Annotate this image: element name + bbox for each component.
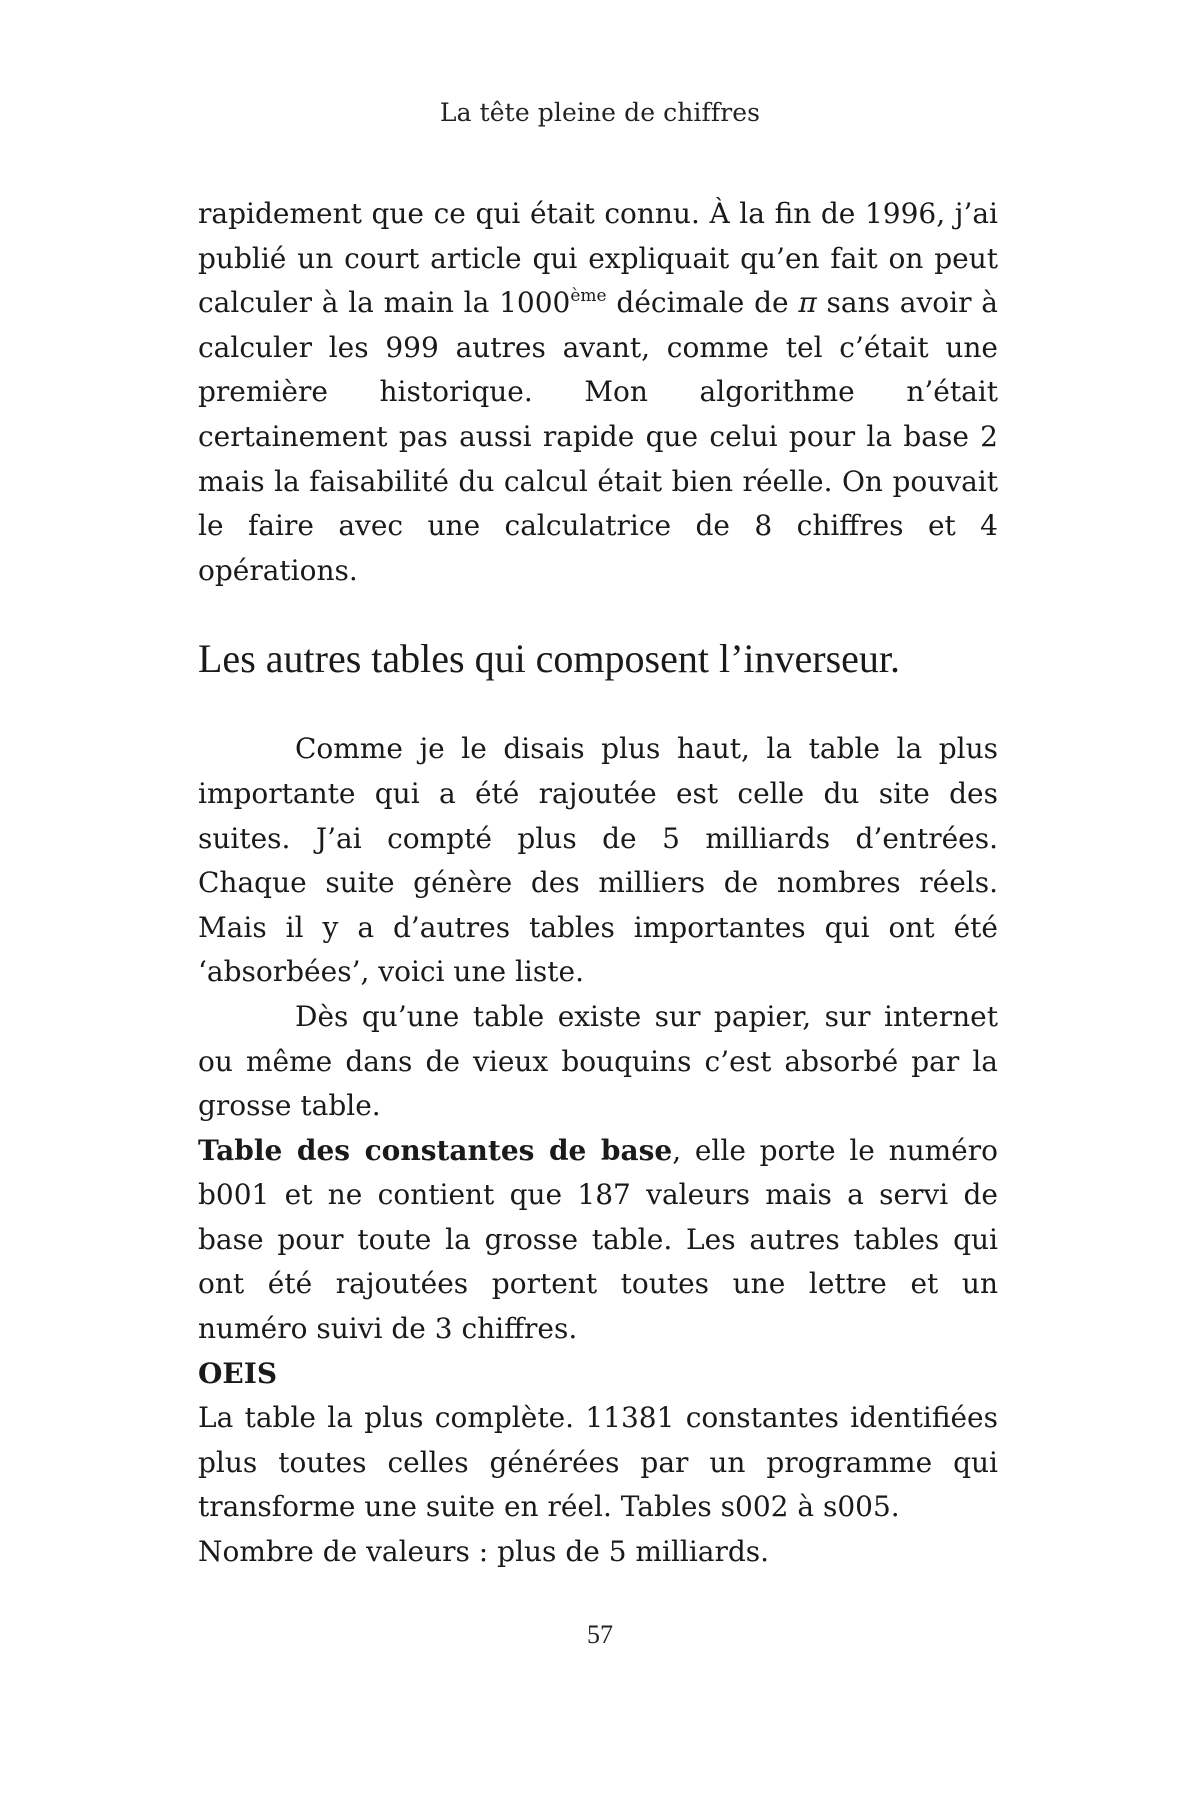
page-number: 57 xyxy=(587,1620,613,1649)
paragraph-absorbed: Dès qu’une table existe sur papier, sur internet ou même dans de vieux bouquins c’est absorbé par la grosse table. xyxy=(198,999,998,1123)
paragraph-table-base xyxy=(198,1129,998,1352)
oeis-title: OEIS xyxy=(198,1356,278,1390)
table-base-text: , elle porte le numéro b001 et ne contient que 187 valeurs mais a servi de base pour toute la grosse table. Les autres tables qui ont été rajoutées portent toutes une lettre et un numéro suivi de 3 chiffres. xyxy=(198,1133,998,1346)
intro-text-part2: décimale de xyxy=(606,286,799,320)
oeis-count: Nombre de valeurs : plus de 5 milliards. xyxy=(198,1535,770,1569)
pi-symbol: π xyxy=(798,286,817,320)
intro-text-part1: rapidement que ce qui était connu. À la fin de 1996, j’ai publié un court article qui expliquait qu’en fait on peut calculer à la main la 1000 xyxy=(198,197,998,320)
page-body xyxy=(198,192,998,1575)
table-base-title: Table des constantes de base xyxy=(198,1133,673,1167)
section-title: Les autres tables qui composent l’inverseur. xyxy=(198,636,901,682)
paragraph-tables-intro: Comme je le disais plus haut, la table la plus importante qui a été rajoutée est celle du site des suites. J’ai compté plus de 5 milliards d’entrées. Chaque suite génère des milliers de nombres réels. Mais il y a d’autres tables importantes qui ont été ‘absorbées’, voici une liste. xyxy=(198,732,998,989)
intro-superscript: ème xyxy=(570,286,607,307)
oeis-description: La table la plus complète. 11381 constantes identifiées plus toutes celles générées par un programme qui transforme une suite en réel. Tables s002 à s005. xyxy=(198,1401,998,1524)
intro-text-part3: sans avoir à calculer les 999 autres avant, comme tel c’était une première historique. Mon algorithme n’était certainement pas aussi rapide que celui pour la base 2 mais la faisabilité du calcul était bien réelle. On pouvait le faire avec une calculatrice de 8 chiffres et 4 opérations. xyxy=(198,286,998,587)
running-header: La tête pleine de chiffres xyxy=(439,98,761,127)
intro-paragraph xyxy=(198,192,998,593)
